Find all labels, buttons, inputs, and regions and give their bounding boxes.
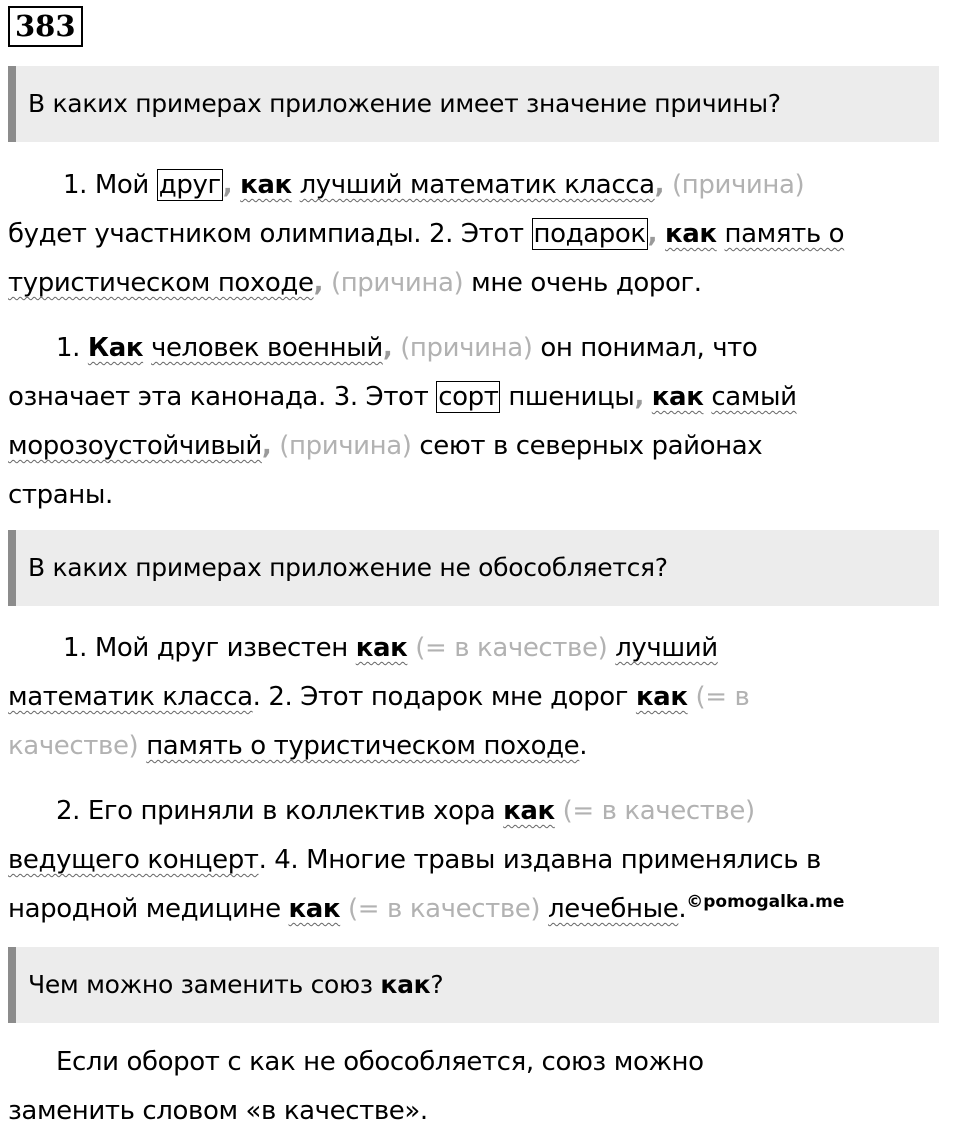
text: ? [430,970,444,999]
text-line [8,836,952,885]
comma: , [222,170,233,200]
note-meaning: (= в качестве) [348,894,541,924]
text-line [8,161,952,210]
note-meaning: (= в качестве) [415,633,608,663]
comma: , [313,268,324,298]
apposition: память о туристическом походе [146,731,580,761]
apposition: математик класса [8,682,253,712]
comma: , [634,382,644,412]
question-1-text: В каких примерах приложение имеет значение причины? [28,89,781,118]
question-2-text: В каких примерах приложение не обособляется? [28,553,668,582]
text: . [579,731,588,761]
apposition: память о [724,219,845,249]
text: . 2. Этот подарок мне дорог [252,682,636,712]
note-cause: (причина) [279,431,412,461]
text-line [8,787,952,836]
text-line [8,722,952,771]
answer-3 [8,1038,952,1136]
text-line [8,422,952,471]
text-line [8,624,952,673]
note-meaning: (= в [695,682,750,712]
text: будет участником олимпиады. 2. Этот [8,219,532,249]
apposition: лучший математик класса [299,170,655,200]
text-line [8,673,952,722]
question-bar-2 [8,530,939,606]
text: . [678,894,687,924]
text: мне очень дорог. [463,268,702,298]
answer-1-paragraph-2 [8,324,952,520]
apposition: морозоустойчивый [8,431,262,461]
answer-1-paragraph-1 [8,161,952,308]
apposition: самый [711,382,797,412]
text: 1. Мой друг известен [63,633,356,663]
comma: , [261,431,272,461]
conjunction-kak: как [240,170,292,200]
answer-2-paragraph-1 [8,624,952,771]
question-bar-1 [8,66,939,142]
text: означает эта канонада. 3. Этот [8,382,437,412]
watermark: ©pomogalka.me [686,892,845,912]
note-cause: (причина) [672,170,805,200]
text-line [8,373,952,422]
note-cause: (причина) [330,268,464,298]
text: сеют в северных районах [411,431,763,461]
text-line: страны. [8,480,113,510]
text: 2. Его приняли в коллектив хора [56,796,504,826]
conjunction-kak: как [503,796,555,826]
note-meaning: качестве) [8,731,139,761]
boxed-word-sort: сорт [438,382,499,412]
text: он понимал, что [532,333,758,363]
apposition: ведущего концерт [8,845,259,875]
text: 1. Мой [63,170,157,200]
conjunction-kak: как [665,219,717,249]
conjunction-kak: как [355,633,408,663]
boxed-word-drug: друг [158,170,221,200]
apposition: человек военный [151,333,383,363]
text-line [8,259,952,308]
conjunction-kak: Как [87,333,144,363]
comma: , [647,219,658,249]
comma: , [654,170,665,200]
conjunction-kak: как [651,382,704,412]
apposition: туристическом походе [8,268,314,298]
text-line: Если оборот с как не обособляется, союз можно [56,1047,704,1077]
apposition: лучший [615,633,718,663]
exercise-number: 383 [8,6,83,47]
question-3-text [28,947,443,1023]
text: пшеницы [500,382,635,412]
conjunction-kak: как [288,894,341,924]
text-line [8,210,952,259]
text-line: заменить словом «в качестве». [8,1096,428,1126]
question-bar-3 [8,947,939,1023]
question-bold-word: как [380,970,431,999]
text-line [8,324,952,373]
comma: , [382,333,393,363]
note-meaning: (= в качестве) [562,796,755,826]
boxed-word-podarok: подарок [533,219,646,249]
note-cause: (причина) [400,333,533,363]
conjunction-kak: как [635,682,688,712]
answer-2-paragraph-2 [8,787,952,937]
text: народной медицине [8,894,289,924]
text: 1. [56,333,88,363]
text: . 4. Многие травы издавна применялись в [258,845,821,875]
text-line [8,885,952,937]
text: Чем можно заменить союз [28,970,381,999]
apposition: лечебные [548,894,679,924]
